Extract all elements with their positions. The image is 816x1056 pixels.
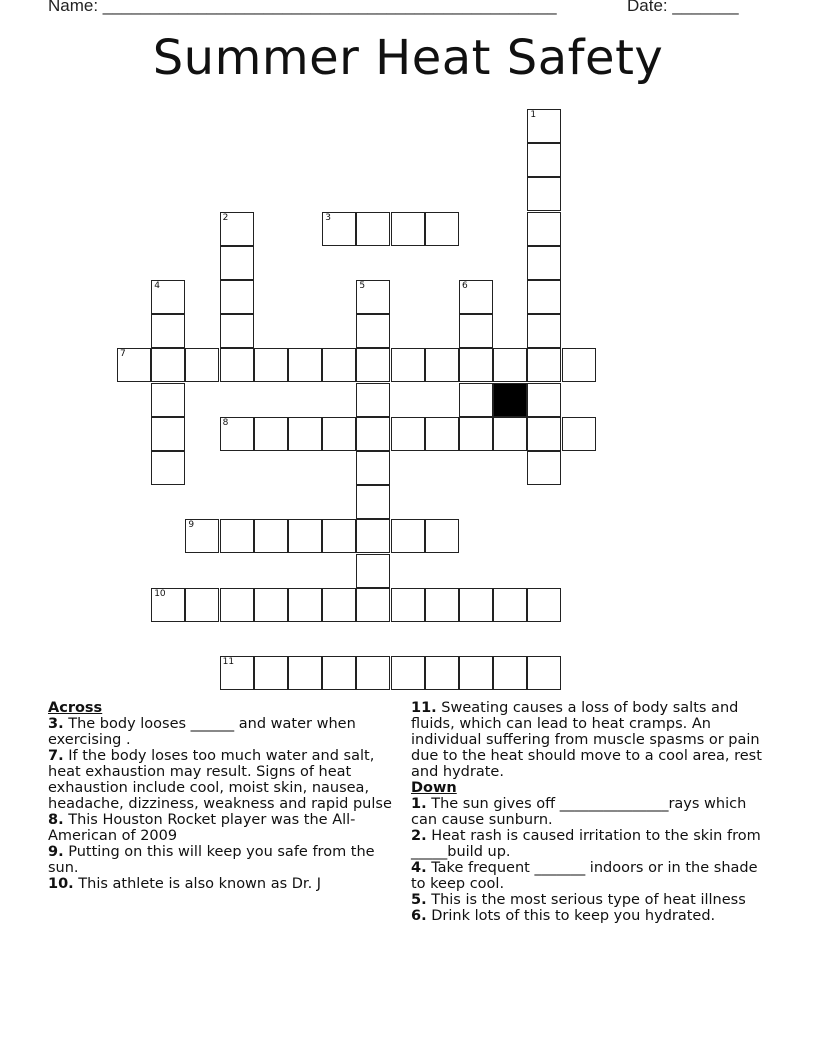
clue-text: The body looses ______ and water when exercising . bbox=[48, 716, 356, 748]
crossword-cell[interactable] bbox=[391, 417, 425, 451]
crossword-cell[interactable] bbox=[185, 519, 219, 553]
crossword-cell[interactable] bbox=[527, 246, 561, 280]
crossword-cell[interactable] bbox=[527, 314, 561, 348]
across-heading: Across bbox=[48, 700, 103, 716]
crossword-cell[interactable] bbox=[391, 656, 425, 690]
clue-number: 1. bbox=[411, 796, 427, 812]
crossword-cell[interactable] bbox=[185, 348, 219, 382]
crossword-cell[interactable] bbox=[322, 348, 356, 382]
crossword-cell[interactable] bbox=[288, 348, 322, 382]
clue-text: The sun gives off _______________rays which can cause sunburn. bbox=[411, 796, 747, 828]
crossword-cell[interactable] bbox=[562, 348, 596, 382]
crossword-cell[interactable] bbox=[527, 417, 561, 451]
cell-number: 9 bbox=[188, 520, 195, 531]
crossword-cell[interactable] bbox=[459, 656, 493, 690]
clue-number: 10. bbox=[48, 876, 74, 892]
page-title: Summer Heat Safety bbox=[152, 30, 664, 86]
clue-text: Drink lots of this to keep you hydrated. bbox=[431, 908, 716, 924]
crossword-cell[interactable] bbox=[425, 212, 459, 246]
crossword-cell[interactable] bbox=[151, 451, 185, 485]
clue-across-9 bbox=[48, 844, 398, 876]
crossword-cell[interactable] bbox=[220, 417, 254, 451]
crossword-cell[interactable] bbox=[356, 451, 390, 485]
cell-number: 4 bbox=[154, 281, 160, 291]
cell-number: 8 bbox=[222, 417, 229, 428]
crossword-cell[interactable] bbox=[356, 417, 390, 451]
clue-text: Sweating causes a loss of body salts and fluids, which can lead to heat cramps. An individual suffering from muscle spasms or pain due to the heat should move to a cool area, rest and hydrate. bbox=[411, 700, 762, 780]
cell-number: 3 bbox=[325, 212, 331, 223]
cell-number: 7 bbox=[120, 349, 126, 360]
crossword-cell[interactable] bbox=[493, 588, 527, 622]
clue-text: This is the most serious type of heat illness bbox=[431, 892, 746, 908]
crossword-cell[interactable] bbox=[322, 417, 356, 451]
crossword-cell[interactable] bbox=[254, 656, 288, 690]
crossword-cell[interactable] bbox=[527, 212, 561, 246]
crossword-cell[interactable] bbox=[459, 314, 493, 348]
crossword-cell[interactable] bbox=[220, 212, 254, 246]
crossword-cell[interactable] bbox=[527, 383, 561, 417]
crossword-cell[interactable] bbox=[356, 314, 390, 348]
clue-text: This athlete is also known as Dr. J bbox=[78, 876, 322, 892]
crossword-cell[interactable] bbox=[356, 280, 390, 314]
clue-number: 5. bbox=[411, 892, 427, 908]
crossword-cell[interactable] bbox=[288, 519, 322, 553]
clue-down-6 bbox=[411, 908, 776, 924]
crossword-cell[interactable] bbox=[322, 588, 356, 622]
clue-across-3 bbox=[48, 716, 398, 748]
crossword-block-cell bbox=[493, 383, 527, 417]
clue-across-10 bbox=[48, 876, 398, 892]
cell-number: 10 bbox=[154, 588, 166, 599]
date-field[interactable]: Date: _______ bbox=[627, 0, 739, 15]
crossword-cell[interactable] bbox=[391, 212, 425, 246]
crossword-cell[interactable] bbox=[151, 280, 185, 314]
clue-text: Heat rash is caused irritation to the skin from _____build up. bbox=[411, 828, 761, 860]
crossword-cell[interactable] bbox=[459, 348, 493, 382]
clue-down-2 bbox=[411, 828, 776, 860]
clue-number: 2. bbox=[411, 828, 427, 844]
crossword-cell[interactable] bbox=[254, 519, 288, 553]
crossword-cell[interactable] bbox=[288, 656, 322, 690]
clue-number: 3. bbox=[48, 716, 64, 732]
crossword-cell[interactable] bbox=[527, 451, 561, 485]
cell-number: 6 bbox=[462, 281, 468, 291]
cell-number: 2 bbox=[222, 212, 229, 223]
crossword-cell[interactable] bbox=[254, 417, 288, 451]
crossword-cell[interactable] bbox=[220, 588, 254, 622]
clue-text: Putting on this will keep you safe from the sun. bbox=[48, 844, 375, 876]
crossword-cell[interactable] bbox=[322, 656, 356, 690]
crossword-cell[interactable] bbox=[254, 348, 288, 382]
crossword-cell[interactable] bbox=[527, 588, 561, 622]
crossword-cell[interactable] bbox=[459, 417, 493, 451]
crossword-cell[interactable] bbox=[356, 348, 390, 382]
clue-down-1 bbox=[411, 796, 776, 828]
crossword-cell[interactable] bbox=[220, 348, 254, 382]
crossword-cell[interactable] bbox=[356, 485, 390, 519]
down-clues-column bbox=[411, 700, 776, 924]
name-field[interactable]: Name: ________________________________________________ bbox=[48, 0, 557, 15]
crossword-cell[interactable] bbox=[425, 348, 459, 382]
crossword-cell[interactable] bbox=[151, 314, 185, 348]
clue-down-4 bbox=[411, 860, 776, 892]
crossword-cell[interactable] bbox=[151, 588, 185, 622]
crossword-cell[interactable] bbox=[151, 383, 185, 417]
crossword-cell[interactable] bbox=[425, 656, 459, 690]
crossword-cell[interactable] bbox=[356, 554, 390, 588]
crossword-cell[interactable] bbox=[562, 417, 596, 451]
crossword-cell[interactable] bbox=[527, 656, 561, 690]
crossword-cell[interactable] bbox=[185, 588, 219, 622]
crossword-cell[interactable] bbox=[425, 519, 459, 553]
clue-number: 11. bbox=[411, 700, 437, 716]
crossword-cell[interactable] bbox=[527, 348, 561, 382]
clue-text: This Houston Rocket player was the All-American of 2009 bbox=[48, 812, 356, 844]
crossword-cell[interactable] bbox=[527, 177, 561, 211]
crossword-cell[interactable] bbox=[493, 417, 527, 451]
crossword-cell[interactable] bbox=[254, 588, 288, 622]
crossword-cell[interactable] bbox=[151, 348, 185, 382]
crossword-cell[interactable] bbox=[322, 212, 356, 246]
clue-number: 8. bbox=[48, 812, 64, 828]
crossword-cell[interactable] bbox=[220, 314, 254, 348]
crossword-cell[interactable] bbox=[288, 417, 322, 451]
crossword-cell[interactable] bbox=[527, 280, 561, 314]
crossword-cell[interactable] bbox=[220, 519, 254, 553]
crossword-cell[interactable] bbox=[527, 109, 561, 143]
clue-number: 7. bbox=[48, 748, 64, 764]
clue-down-5 bbox=[411, 892, 776, 908]
crossword-cell[interactable] bbox=[220, 280, 254, 314]
clue-number: 4. bbox=[411, 860, 427, 876]
crossword-cell[interactable] bbox=[356, 383, 390, 417]
cell-number: 1 bbox=[530, 110, 537, 120]
cell-number: 11 bbox=[222, 657, 235, 668]
crossword-cell[interactable] bbox=[356, 519, 390, 553]
clue-text: Take frequent _______ indoors or in the shade to keep cool. bbox=[411, 860, 758, 892]
crossword-cell[interactable] bbox=[493, 656, 527, 690]
crossword-cell[interactable] bbox=[356, 656, 390, 690]
clue-across-7 bbox=[48, 748, 398, 812]
clue-number: 6. bbox=[411, 908, 427, 924]
crossword-cell[interactable] bbox=[391, 348, 425, 382]
crossword-cell[interactable] bbox=[459, 280, 493, 314]
crossword-cell[interactable] bbox=[425, 588, 459, 622]
crossword-cell[interactable] bbox=[356, 588, 390, 622]
across-clues-column bbox=[48, 700, 398, 892]
crossword-cell[interactable] bbox=[356, 212, 390, 246]
down-heading: Down bbox=[411, 780, 457, 796]
crossword-cell[interactable] bbox=[527, 143, 561, 177]
crossword-cell[interactable] bbox=[220, 246, 254, 280]
clue-across-11 bbox=[411, 700, 776, 780]
crossword-cell[interactable] bbox=[459, 383, 493, 417]
crossword-cell[interactable] bbox=[425, 417, 459, 451]
crossword-cell[interactable] bbox=[322, 519, 356, 553]
clue-text: If the body loses too much water and salt, heat exhaustion may result. Signs of heat exhaustion include cool, moist skin, nausea, headache, dizziness, weakness and rapid pulse bbox=[48, 748, 392, 812]
crossword-cell[interactable] bbox=[493, 348, 527, 382]
clue-across-8 bbox=[48, 812, 398, 844]
crossword-cell[interactable] bbox=[391, 588, 425, 622]
cell-number: 5 bbox=[359, 281, 366, 291]
crossword-cell[interactable] bbox=[459, 588, 493, 622]
crossword-cell[interactable] bbox=[117, 348, 151, 382]
clue-number: 9. bbox=[48, 844, 64, 860]
crossword-cell[interactable] bbox=[391, 519, 425, 553]
crossword-cell[interactable] bbox=[288, 588, 322, 622]
crossword-cell[interactable] bbox=[220, 656, 254, 690]
crossword-cell[interactable] bbox=[151, 417, 185, 451]
